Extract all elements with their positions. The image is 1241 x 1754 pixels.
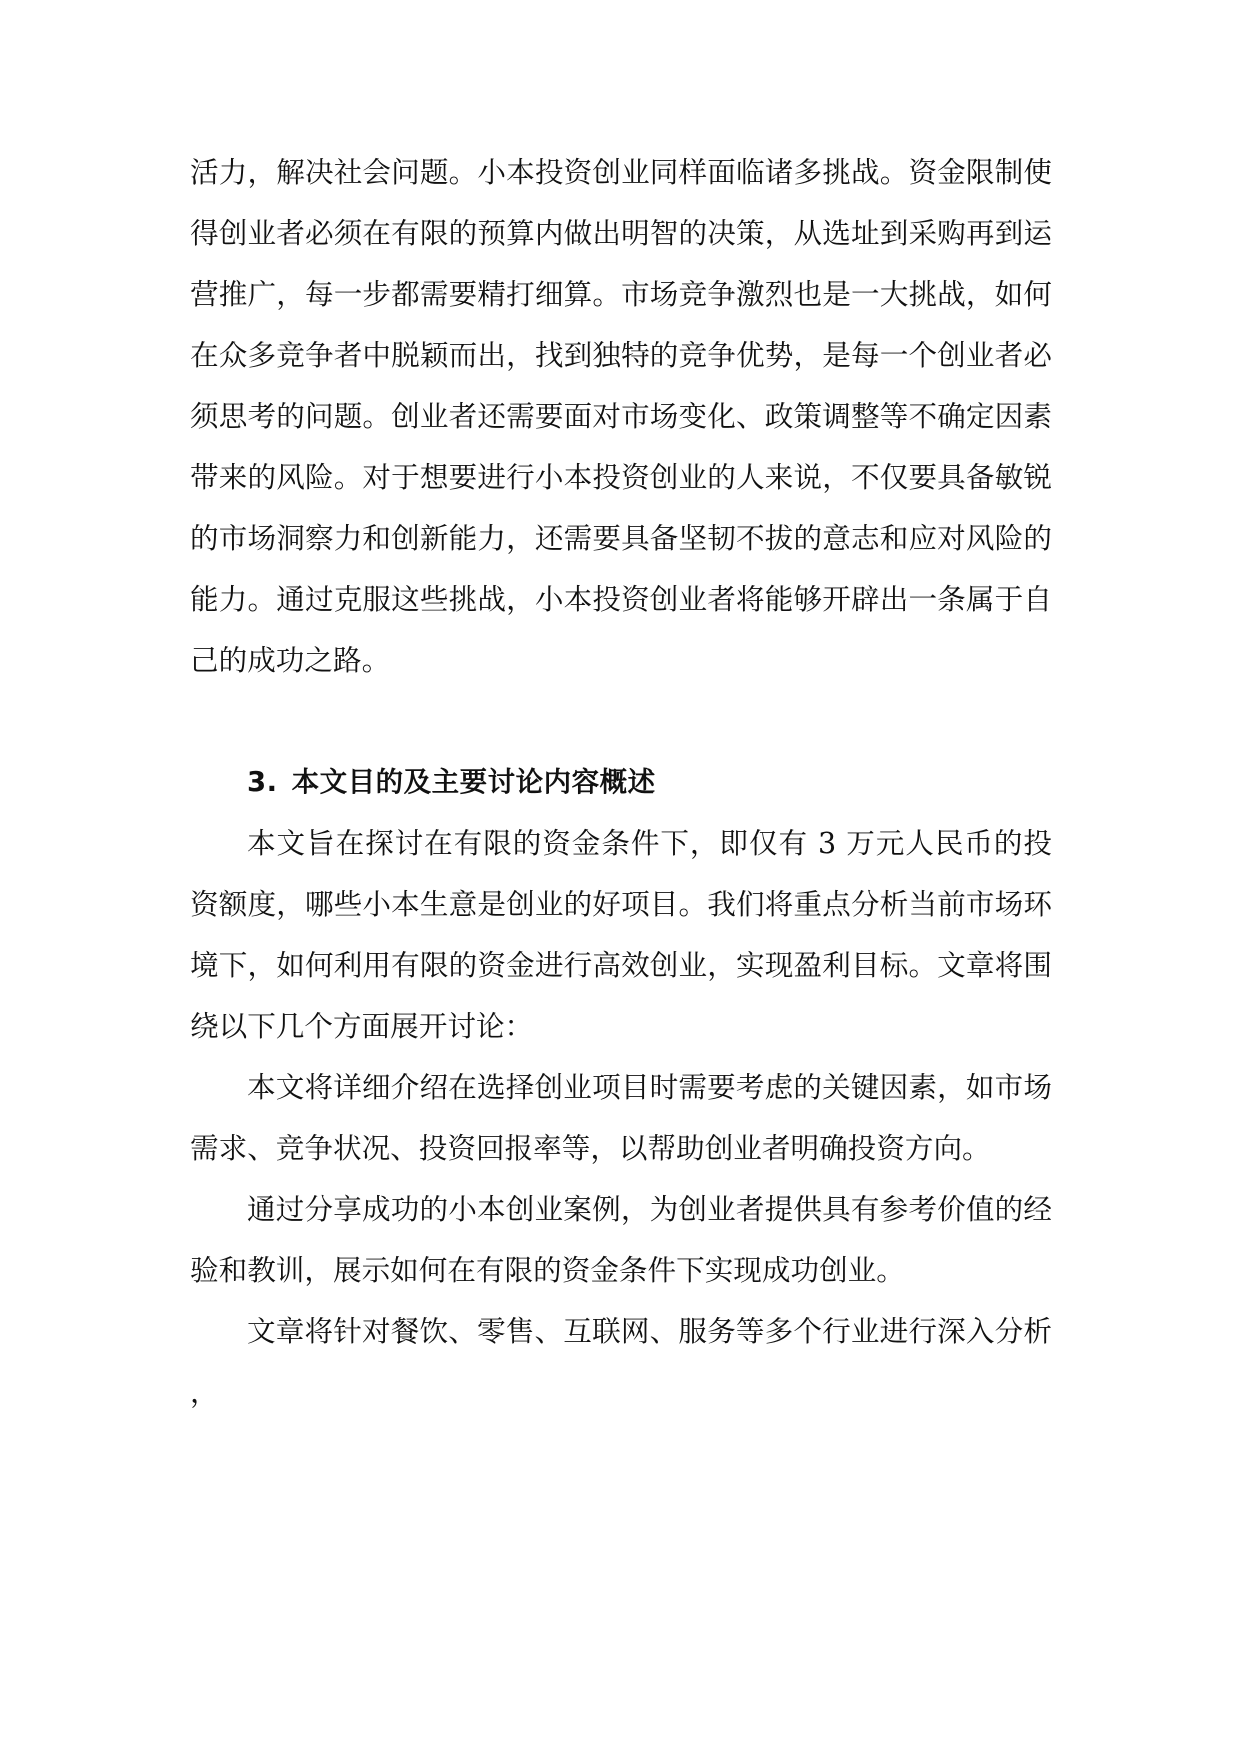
section-number: 3. <box>247 766 278 798</box>
body-paragraph: 通过分享成功的小本创业案例，为创业者提供具有参考价值的经验和教训，展示如何在有限的资金条件下实现成功创业。 <box>190 1192 1052 1287</box>
body-paragraph: 文章将针对餐饮、零售、互联网、服务等多个行业进行深入分析， <box>190 1314 1052 1409</box>
section-heading <box>190 752 1052 813</box>
body-paragraph: 活力，解决社会问题。小本投资创业同样面临诸多挑战。资金限制使得创业者必须在有限的预算内做出明智的决策，从选址到采购再到运营推广，每一步都需要精打细算。市场竞争激烈也是一大挑战，如何在众多竞争者中脱颖而出，找到独特的竞争优势，是每一个创业者必须思考的问题。创业者还需要面对市场变化、政策调整等不确定因素带来的风险。对于想要进行小本投资创业的人来说，不仅要具备敏锐的市场洞察力和创新能力，还需要具备坚韧不拔的意志和应对风险的能力。通过克服这些挑战，小本投资创业者将能够开辟出一条属于自己的成功之路。 <box>190 155 1052 677</box>
body-paragraph: 本文旨在探讨在有限的资金条件下，即仅有 3 万元人民币的投资额度，哪些小本生意是创业的好项目。我们将重点分析当前市场环境下，如何利用有限的资金进行高效创业，实现盈利目标。文章将围绕以下几个方面展开讨论： <box>190 826 1052 1043</box>
document-body <box>190 142 1052 1423</box>
body-paragraph: 本文将详细介绍在选择创业项目时需要考虑的关键因素，如市场需求、竞争状况、投资回报率等，以帮助创业者明确投资方向。 <box>190 1070 1052 1165</box>
section-title: 本文目的及主要讨论内容概述 <box>291 766 656 798</box>
